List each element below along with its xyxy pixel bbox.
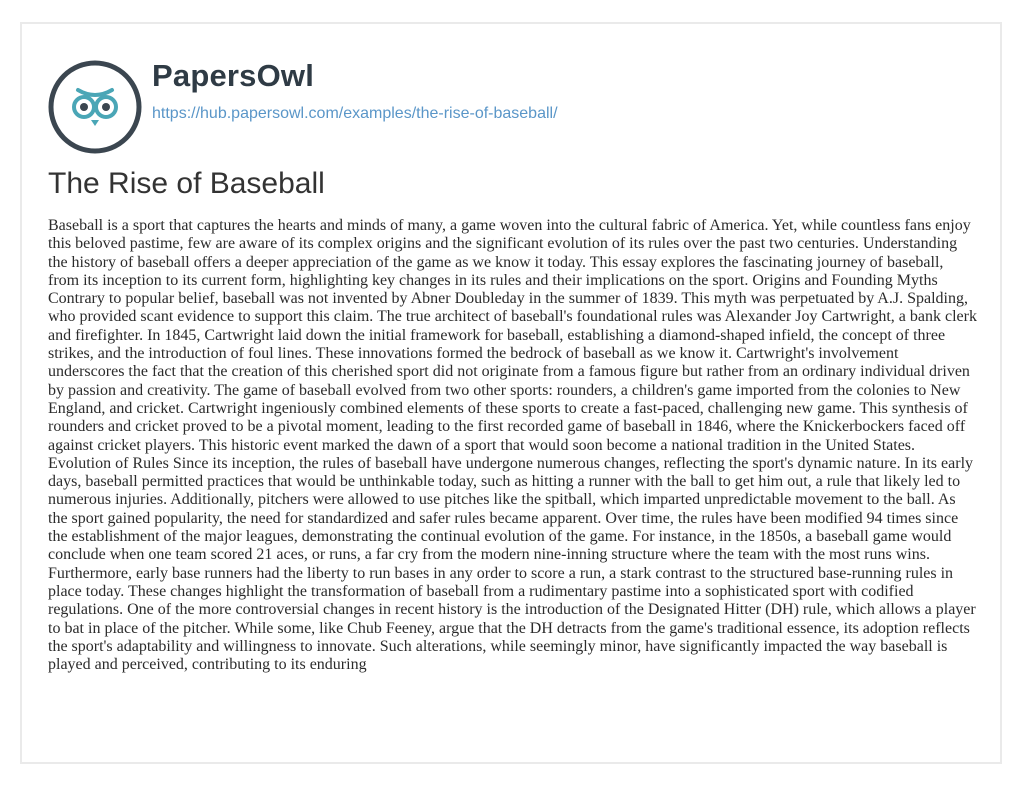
article-body: Baseball is a sport that captures the hearts and minds of many, a game woven into the cultural fabric of America. Yet, while countless fans enjoy this beloved pastime, few are aware of its complex origins and the significant evolution of its rules over the past two centuries. Understanding the history of baseball offers a deeper appreciation of the game as we know it today. This essay explores the fascinating journey of baseball, from its inception to its current form, highlighting key changes in its rules and their implications on the sport. Origins and Founding Myths Contrary to popular belief, baseball was not invented by Abner Doubleday in the summer of 1839. This myth was perpetuated by A.J. Spalding, who provided scant evidence to support this claim. The true architect of baseball's foundational rules was Alexander Joy Cartwright, a bank clerk and firefighter. In 1845, Cartwright laid down the initial framework for baseball, establishing a diamond-shaped infield, the concept of three strikes, and the introduction of foul lines. These innovations formed the bedrock of baseball as we know it. Cartwright's involvement underscores the fact that the creation of this cherished sport did not originate from a famous figure but rather from an ordinary individual driven by passion and creativity. The game of baseball evolved from two other sports: rounders, a children's game imported from the colonies to New England, and cricket. Cartwright ingeniously combined elements of these sports to create a fast-paced, challenging new game. This synthesis of rounders and cricket proved to be a pivotal moment, leading to the first recorded game of baseball in 1846, where the Knickerbockers faced off against cricket players. This historic event marked the dawn of a sport that would soon become a national tradition in the United States. Evolution of Rules Since its inception, the rules of baseball have undergone numerous changes, reflecting the sport's dynamic nature. In its early days, baseball permitted practices that would be unthinkable today, such as hitting a runner with the ball to get him out, a rule that likely led to numerous injuries. Additionally, pitchers were allowed to use pitches like the spitball, which imparted unpredictable movement to the ball. As the sport gained popularity, the need for standardized and safer rules became apparent. Over time, the rules have been modified 94 times since the establishment of the major leagues, demonstrating the continual evolution of the game. For instance, in the 1850s, a baseball game would conclude when one team scored 21 aces, or runs, a far cry from the modern nine-inning structure where the team with the most runs wins. Furthermore, early base runners had the liberty to run bases in any order to score a run, a stark contrast to the structured base-running rules in place today. These changes highlight the transformation of baseball from a rudimentary pastime into a sophisticated sport with codified regulations. One of the more controversial changes in recent history is the introduction of the Designated Hitter (DH) rule, which allows a player to bat in place of the pitcher. While some, like Chub Feeney, argue that the DH detracts from the game's traditional essence, its adoption reflects the sport's adaptability and willingness to innovate. Such alterations, while seemingly minor, have significantly impacted the way baseball is played and perceived, contributing to its enduring [48,217,977,674]
article-url-link[interactable]: https://hub.papersowl.com/examples/the-rise-of-baseball/ [152,105,558,122]
owl-logo-icon[interactable] [48,60,142,154]
page-title: The Rise of Baseball [48,167,325,200]
site-header [48,54,948,144]
brand-name[interactable]: PapersOwl [152,58,315,93]
